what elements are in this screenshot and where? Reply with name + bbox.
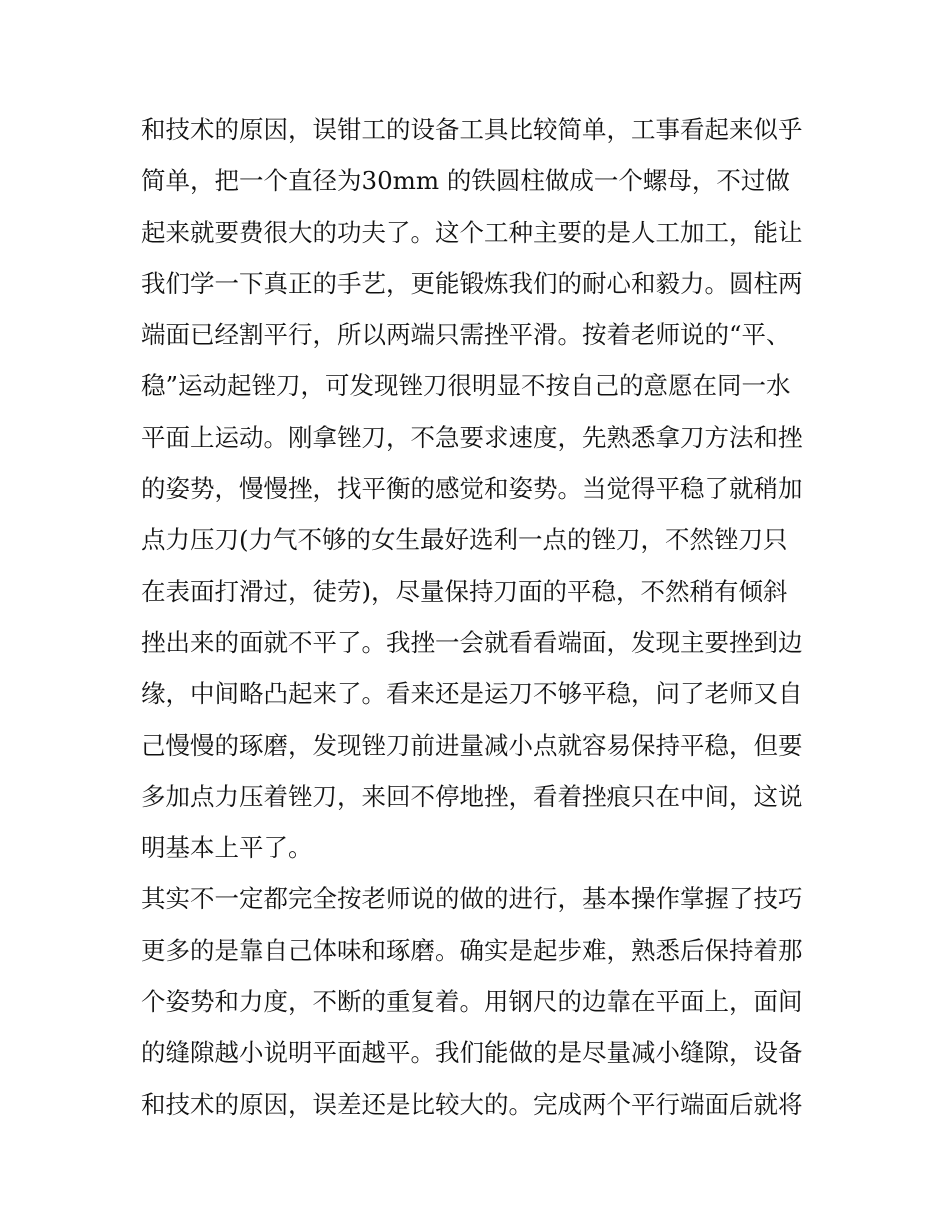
text-line: 和技术的原因，误差还是比较大的。完成两个平行端面后就将 [141,1089,803,1119]
text-line: 个姿势和力度，不断的重复着。用钢尺的边靠在平面上，面间 [141,987,803,1017]
text-line: 明基本上平了。 [141,833,313,863]
body-text [141,104,813,1130]
text-line: 我们学一下真正的手艺，更能锻炼我们的耐心和毅力。圆柱两 [141,268,803,298]
paragraph-1 [141,104,813,873]
text-line: 稳”运动起锉刀，可发现锉刀很明显不按自己的意愿在同一水 [141,371,791,401]
text-line: 更多的是靠自己体味和琢磨。确实是起步难，熟悉后保持着那 [141,935,803,965]
text-line: 挫出来的面就不平了。我挫一会就看看端面，发现主要挫到边 [141,627,803,657]
text-line: 的姿势，慢慢挫，找平衡的感觉和姿势。当觉得平稳了就稍加 [141,474,803,504]
text-line: 的缝隙越小说明平面越平。我们能做的是尽量减小缝隙，设备 [141,1038,803,1068]
text-line: 简单，把一个直径为30mm 的铁圆柱做成一个螺母，不过做 [141,166,790,196]
text-line: 其实不一定都完全按老师说的做的进行，基本操作掌握了技巧 [141,884,803,914]
text-line: 多加点力压着锉刀，来回不停地挫，看着挫痕只在中间，这说 [141,781,803,811]
text-line: 点力压刀(力气不够的女生最好选利一点的锉刀，不然锉刀只 [141,525,788,555]
paragraph-2 [141,873,813,1129]
text-line: 己慢慢的琢磨，发现锉刀前进量减小点就容易保持平稳，但要 [141,730,803,760]
text-line: 和技术的原因，误钳工的设备工具比较简单，工事看起来似乎 [141,115,803,144]
text-line: 在表面打滑过，徒劳)，尽量保持刀面的平稳，不然稍有倾斜 [141,576,788,606]
text-line: 端面已经割平行，所以两端只需挫平滑。按着老师说的“平、 [141,320,791,350]
text-line: 平面上运动。刚拿锉刀，不急要求速度，先熟悉拿刀方法和挫 [141,422,803,452]
text-line: 缘，中间略凸起来了。看来还是运刀不够平稳，问了老师又自 [141,679,803,709]
text-line: 起来就要费很大的功夫了。这个工种主要的是人工加工，能让 [141,217,803,247]
